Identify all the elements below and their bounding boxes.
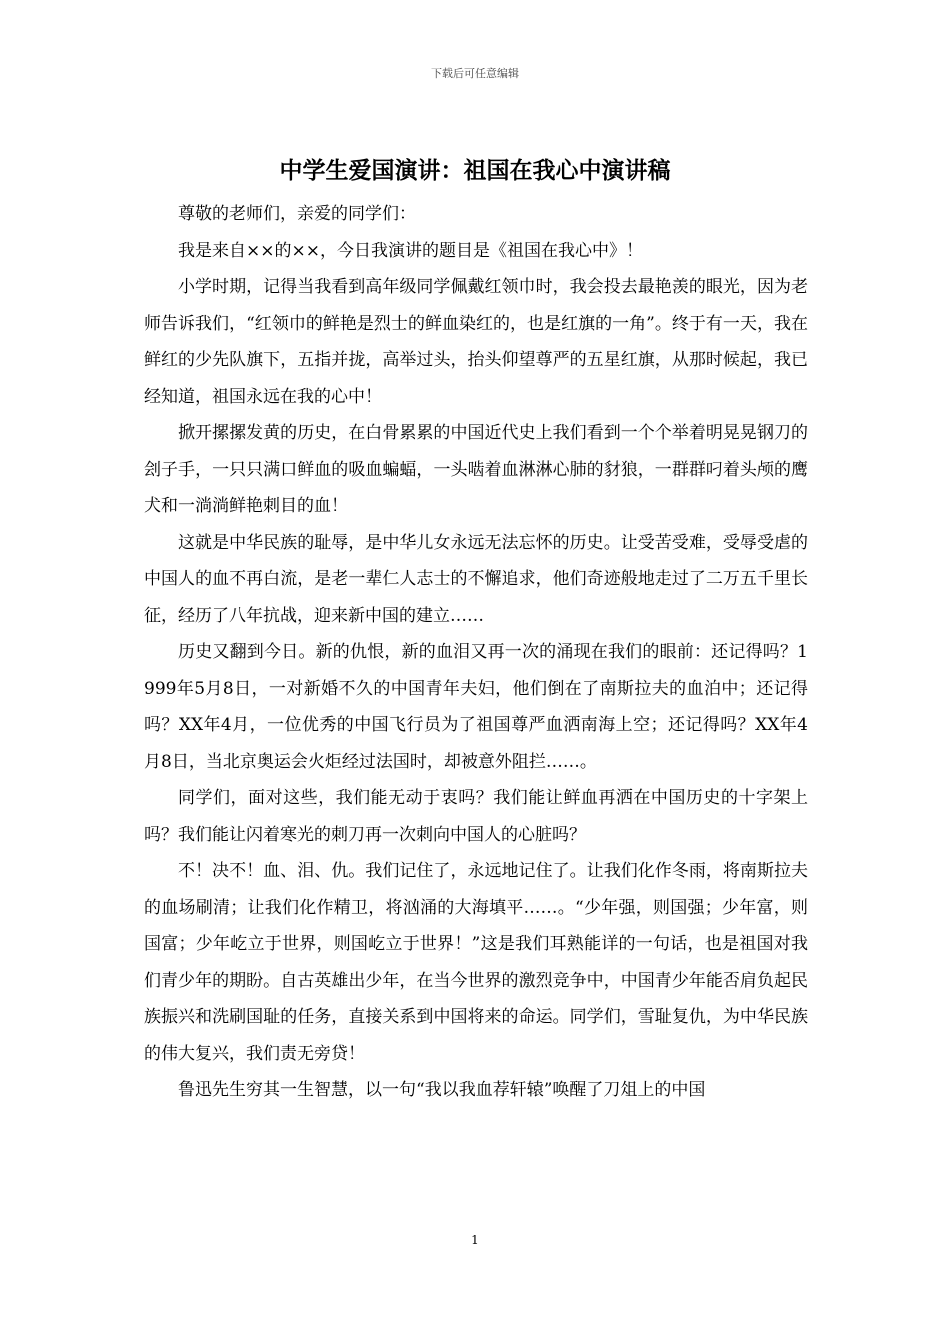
paragraph: 小学时期，记得当我看到高年级同学佩戴红领巾时，我会投去最艳羡的眼光，因为老师告诉我们，“红领巾的鲜艳是烈士的鲜血染红的，也是红旗的一角”。终于有一天，我在鲜红的少先队旗下，五指并拢，高举过头，抬头仰望尊严的五星红旗，从那时候起，我已经知道，祖国永远在我的心中！ (144, 277, 808, 407)
page-header-note: 下载后可任意编辑 (431, 67, 519, 80)
paragraph-introduction: 我是来自××的××，今日我演讲的题目是《祖国在我心中》！ (178, 240, 643, 261)
document-body (144, 196, 808, 1109)
paragraph-salutation: 尊敬的老师们，亲爱的同学们： (178, 204, 416, 224)
paragraph: 历史又翻到今日。新的仇恨，新的血泪又再一次的涌现在我们的眼前：还记得吗？1999年5月8日，一对新婚不久的中国青年夫妇，他们倒在了南斯拉夫的血泊中；还记得吗？XX年4月，一位优秀的中国飞行员为了祖国尊严血洒南海上空；还记得吗？XX年4月8日，当北京奥运会火炬经过法国时，却被意外阻拦……。 (144, 642, 808, 772)
paragraph: 不！决不！血、泪、仇。我们记住了，永远地记住了。让我们化作冬雨，将南斯拉夫的血场刷清；让我们化作精卫，将汹涌的大海填平……。“少年强，则国强；少年富，则国富；少年屹立于世界，则国屹立于世界！”这是我们耳熟能详的一句话，也是祖国对我们青少年的期盼。自古英雄出少年，在当今世界的激烈竞争中，中国青少年能否肩负起民族振兴和洗刷国耻的任务，直接关系到中国将来的命运。同学们，雪耻复仇，为中华民族的伟大复兴，我们责无旁贷！ (144, 861, 808, 1064)
paragraph: 掀开摞摞发黄的历史，在白骨累累的中国近代史上我们看到一个个举着明晃晃钢刀的刽子手，一只只满口鲜血的吸血蝙蝠，一头啮着血淋淋心肺的豺狼，一群群叼着头颅的鹰犬和一淌淌鲜艳刺目的血！ (144, 423, 808, 516)
page-title: 中学生爱国演讲：祖国在我心中演讲稿 (279, 157, 671, 184)
paragraph: 鲁迅先生穷其一生智慧，以一句“我以我血荐轩辕”唤醒了刀俎上的中国 (178, 1080, 706, 1100)
paragraph: 同学们，面对这些，我们能无动于衷吗？我们能让鲜血再洒在中国历史的十字架上吗？我们能让闪着寒光的刺刀再一次刺向中国人的心脏吗？ (144, 788, 808, 845)
page-number: 1 (471, 1233, 479, 1247)
paragraph: 这就是中华民族的耻辱，是中华儿女永远无法忘怀的历史。让受苦受难，受辱受虐的中国人的血不再白流，是老一辈仁人志士的不懈追求，他们奇迹般地走过了二万五千里长征，经历了八年抗战，迎来新中国的建立…… (144, 532, 808, 626)
